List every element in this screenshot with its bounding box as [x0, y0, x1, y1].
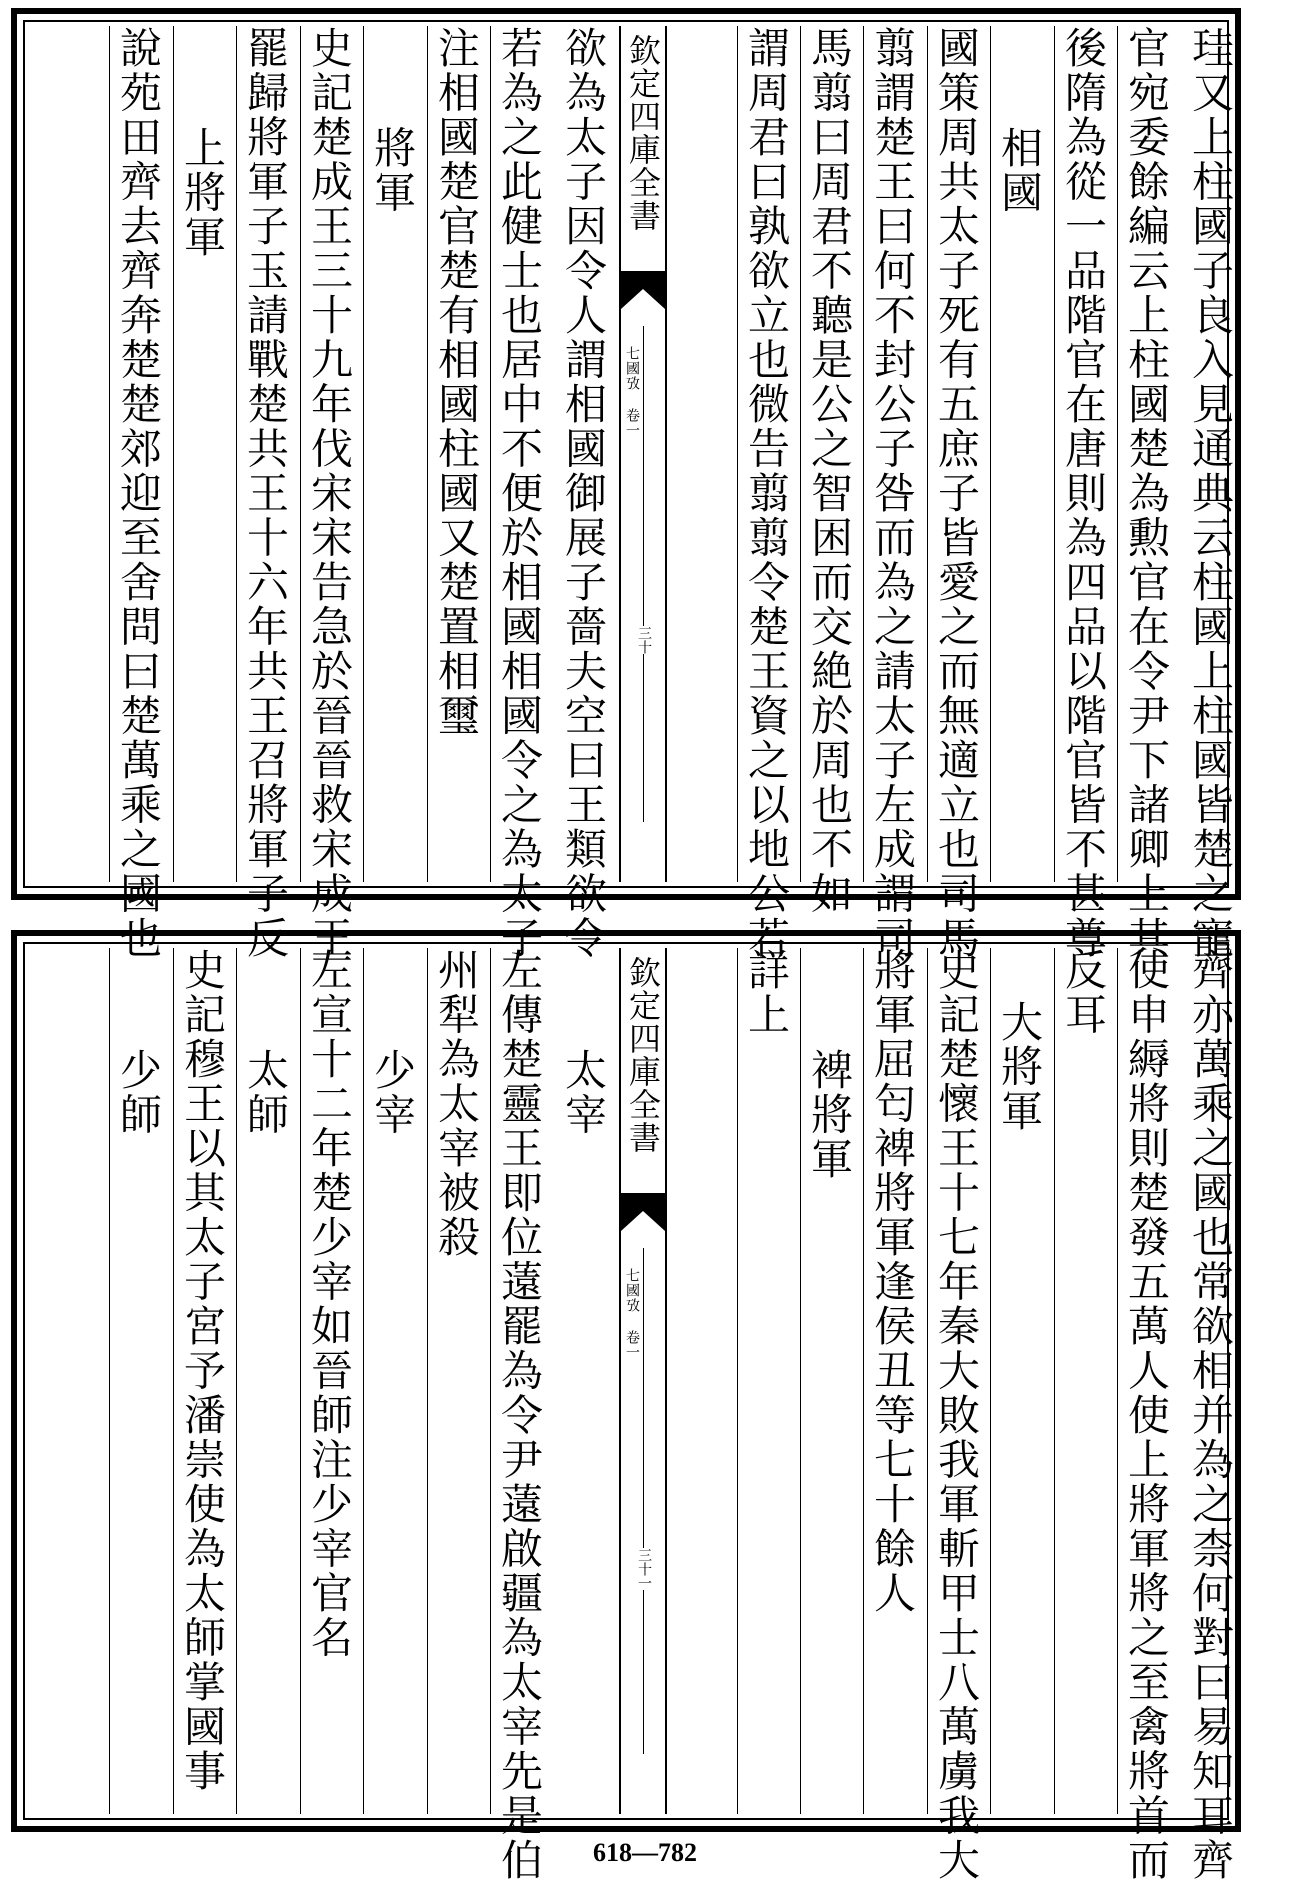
- section-heading: 相國: [990, 26, 1048, 882]
- book-title: 欽定四庫全書: [624, 956, 662, 1154]
- text-column: 使申縟將則楚發五萬人使上將軍將之至禽將首而: [1117, 948, 1175, 1814]
- text-column: 馬翦曰周君不聽是公之智困而交絶於周也不如: [800, 26, 858, 882]
- text-column: 史記楚成王三十九年伐宋宋告急於晉晉救宋成王: [300, 26, 358, 882]
- text-column: 左宣十二年楚少宰如晉師注少宰官名: [300, 948, 358, 1814]
- text-column: 史記楚懷王十七年秦大敗我軍斬甲士八萬虜我大: [927, 948, 985, 1814]
- text-column: 左傳楚靈王即位薳罷為令尹薳啟疆為太宰先是伯: [490, 948, 548, 1814]
- text-column: 官宛委餘編云上柱國楚為勲官在令尹下諸卿上其: [1117, 26, 1175, 882]
- text-column: 謂周君曰孰欲立也微告翦翦令楚王資之以地公若: [737, 26, 795, 882]
- text-column: 注相國楚官楚有相國柱國又楚置相璽: [427, 26, 485, 882]
- text-column: 州犁為太宰被殺: [427, 948, 485, 1814]
- text-column: 說苑田齊去齊奔楚楚郊迎至舍問曰楚萬乘之國也: [109, 26, 167, 882]
- text-column: 罷歸將軍子玉請戰楚共王十六年共王召將軍子反: [236, 26, 294, 882]
- section-heading: 大將軍: [990, 948, 1048, 1814]
- footer-page-code: 618—782: [593, 1838, 697, 1867]
- text-column: 後隋為從一品階官在唐則為四品以階官皆不甚尊: [1054, 26, 1112, 882]
- center-fold: [619, 948, 667, 1814]
- text-column: 國策周共太子死有五庶子皆愛之而無適立也司馬: [927, 26, 985, 882]
- text-column: 欲為太子因令人謂相國御展子嗇夫空曰王類欲令: [559, 26, 608, 961]
- section-heading: 裨將軍: [800, 948, 858, 1814]
- text-column: 翦謂楚王曰何不封公子咎而為之請太子左成謂司: [863, 26, 921, 882]
- section-heading: 太師: [236, 948, 294, 1814]
- center-fold: [619, 26, 667, 882]
- fishtail-mark-icon: [621, 271, 665, 313]
- section-heading: 上將軍: [173, 26, 231, 882]
- text-column: 齊亦萬乘之國也常欲相并為之柰何對曰易知耳齊: [1186, 948, 1235, 1883]
- text-column: 珪又上柱國子良入見通典云柱國上柱國皆楚之寵: [1186, 26, 1235, 961]
- section-heading: 太宰: [559, 1048, 608, 1137]
- book-volume: 七國攷 卷一: [624, 346, 640, 438]
- fishtail-mark-icon: [621, 1193, 665, 1235]
- top-page-panel: [11, 8, 1241, 961]
- text-column: 反耳: [1054, 948, 1112, 1814]
- book-title: 欽定四庫全書: [624, 34, 662, 232]
- page-number: 三十一: [636, 1548, 652, 1590]
- section-heading: 少宰: [363, 948, 421, 1814]
- text-column: 若為之此健士也居中不便於相國相國令之為太子: [490, 26, 548, 882]
- text-column: 詳上: [737, 948, 795, 1814]
- section-heading: 將軍: [363, 26, 421, 882]
- text-column: 史記穆王以其太子宮予潘崇使為太師掌國事: [173, 948, 231, 1814]
- text-column: 將軍屈匄裨將軍逢侯丑等七十餘人: [863, 948, 921, 1814]
- book-volume: 七國攷 卷一: [624, 1268, 640, 1360]
- page-number: 三十: [636, 626, 652, 654]
- section-heading: 少師: [109, 948, 167, 1814]
